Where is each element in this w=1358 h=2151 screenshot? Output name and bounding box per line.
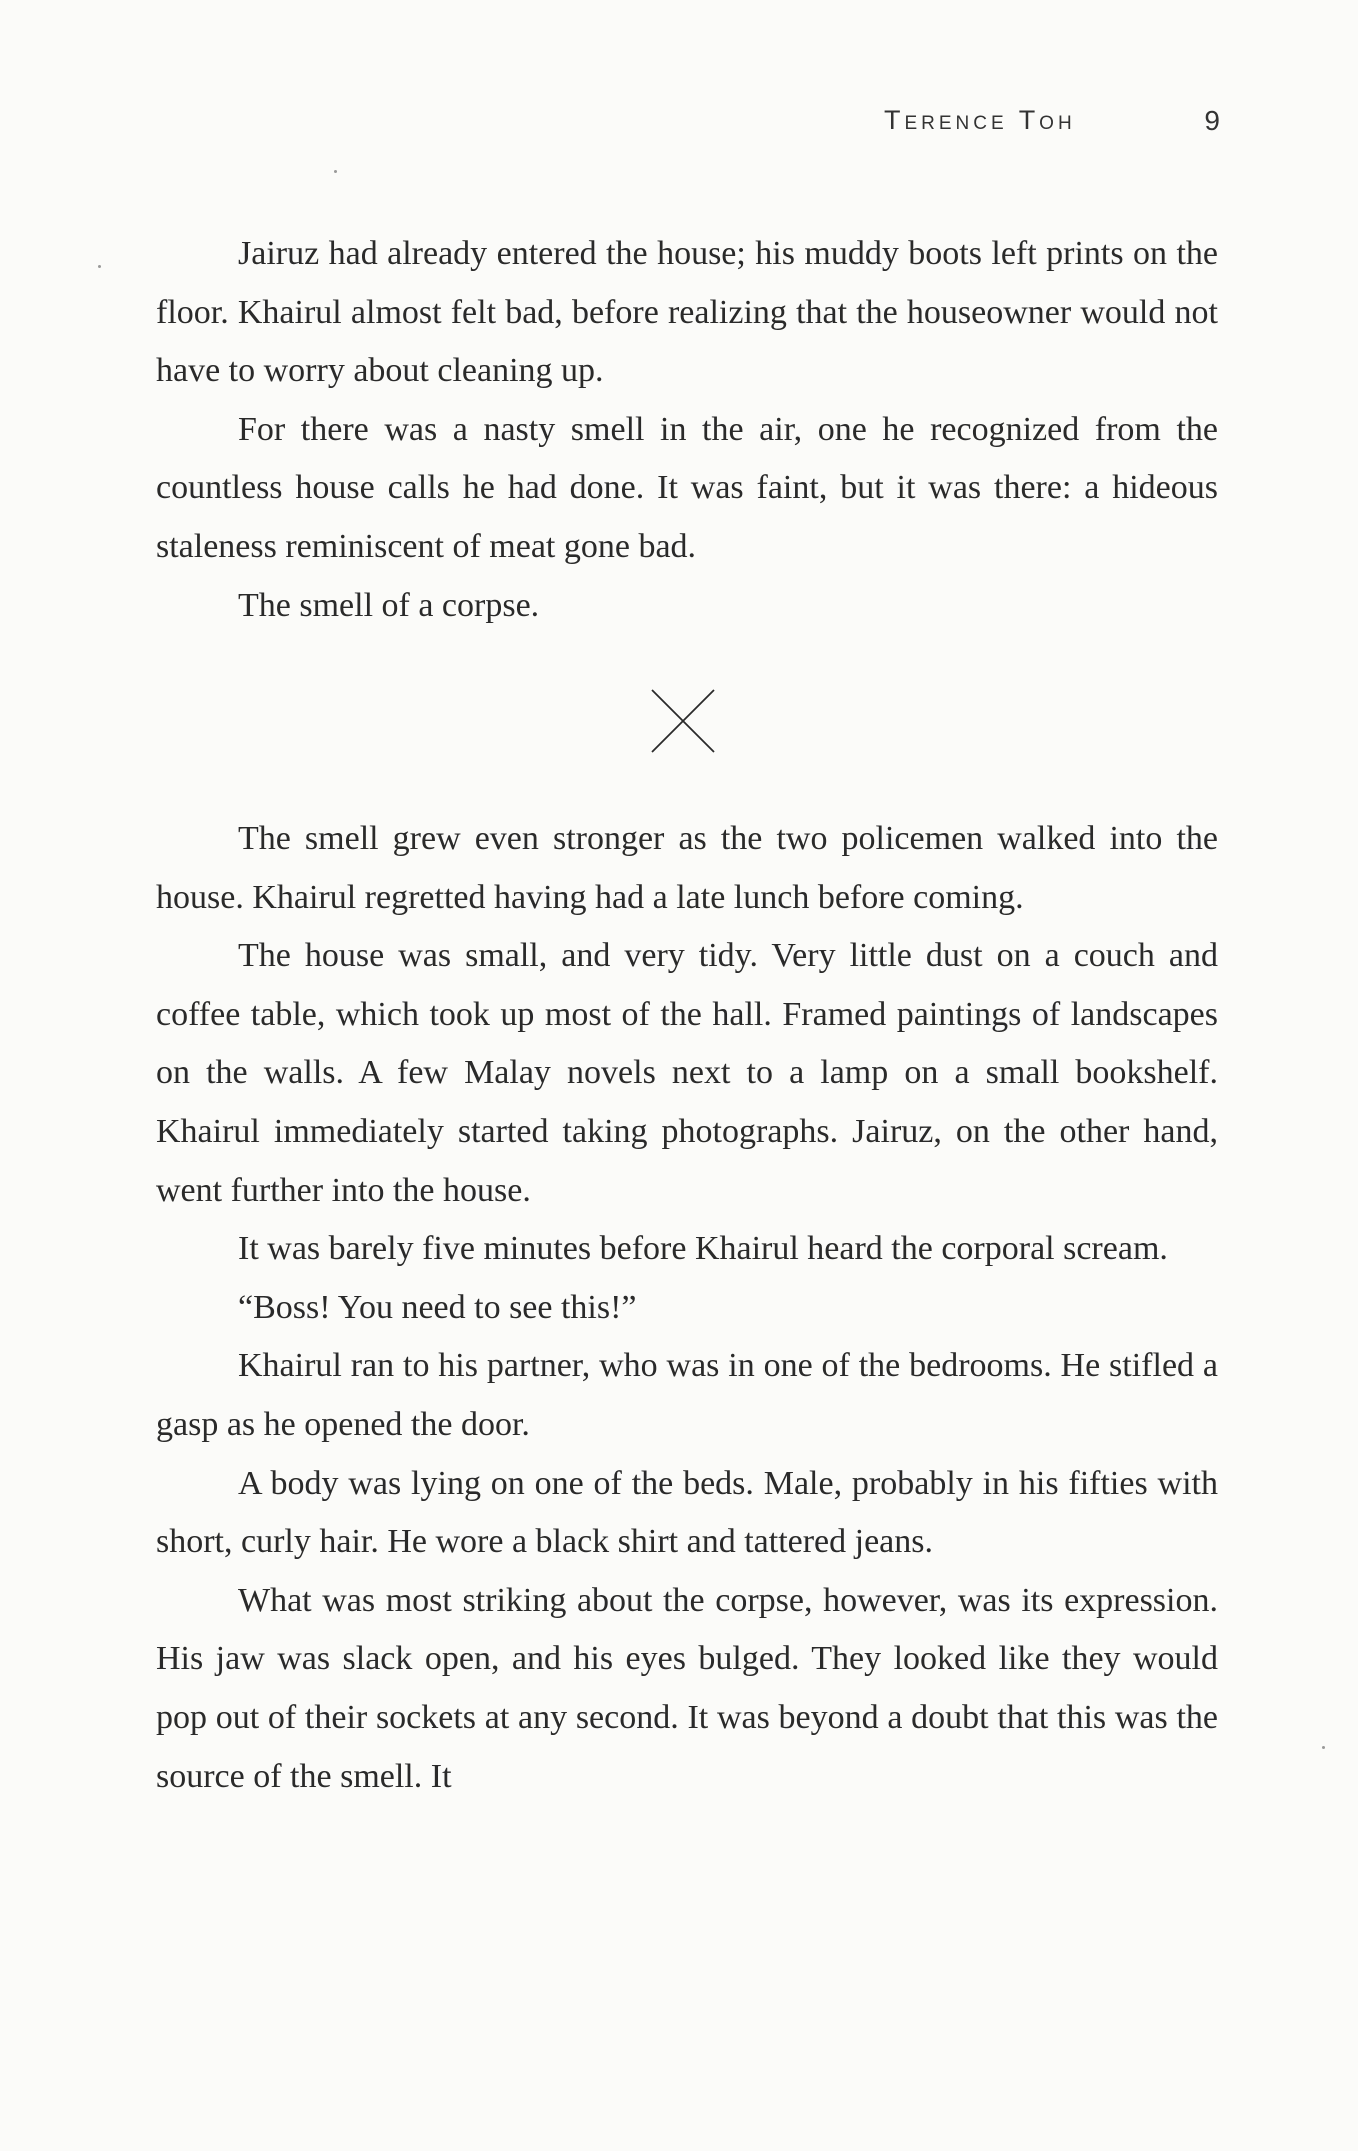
paragraph: A body was lying on one of the beds. Male, probably in his fifties with short, curly hair. He wore a black shirt and tattered jeans. [156, 1464, 1218, 1561]
paragraph: Khairul ran to his partner, who was in one of the bedrooms. He stifled a gasp as he opened the door. [156, 1347, 1218, 1443]
scan-speck [334, 170, 337, 173]
page-number: 9 [1204, 105, 1220, 136]
scan-speck [98, 265, 101, 268]
text-before-section-break [156, 225, 1218, 635]
running-head-author: Terence Toh [884, 105, 1076, 135]
paragraph: For there was a nasty smell in the air, one he recognized from the countless house calls he had done. It was faint, but it was there: a hideous staleness reminiscent of meat gone bad. [156, 410, 1218, 565]
paragraph: The house was small, and very tidy. Very little dust on a couch and coffee table, which took up most of the hall. Framed paintings of landscapes on the walls. A few Malay novels next to a lamp on a small bookshelf. Khairul immediately started taking photographs. Jairuz, on the other hand, went further into the house. [156, 937, 1218, 1209]
running-head [884, 105, 1220, 145]
scan-speck [1322, 1746, 1325, 1749]
text-after-section-break [156, 810, 1218, 1806]
paragraph: The smell grew even stronger as the two policemen walked into the house. Khairul regretted having had a late lunch before coming. [156, 820, 1218, 916]
paragraph: It was barely five minutes before Khairul heard the corporal scream. [238, 1230, 1168, 1268]
paragraph: What was most striking about the corpse, however, was its expression. His jaw was slack open, and his eyes bulged. They looked like they would pop out of their sockets at any second. It was beyond a doubt that this was the source of the smell. It [156, 1581, 1218, 1795]
x-cross-icon [650, 688, 716, 754]
paragraph: “Boss! You need to see this!” [238, 1288, 637, 1326]
paragraph: The smell of a corpse. [238, 586, 540, 624]
paragraph: Jairuz had already entered the house; his muddy boots left prints on the floor. Khairul almost felt bad, before realizing that the houseowner would not have to worry about cleaning up. [156, 235, 1218, 390]
